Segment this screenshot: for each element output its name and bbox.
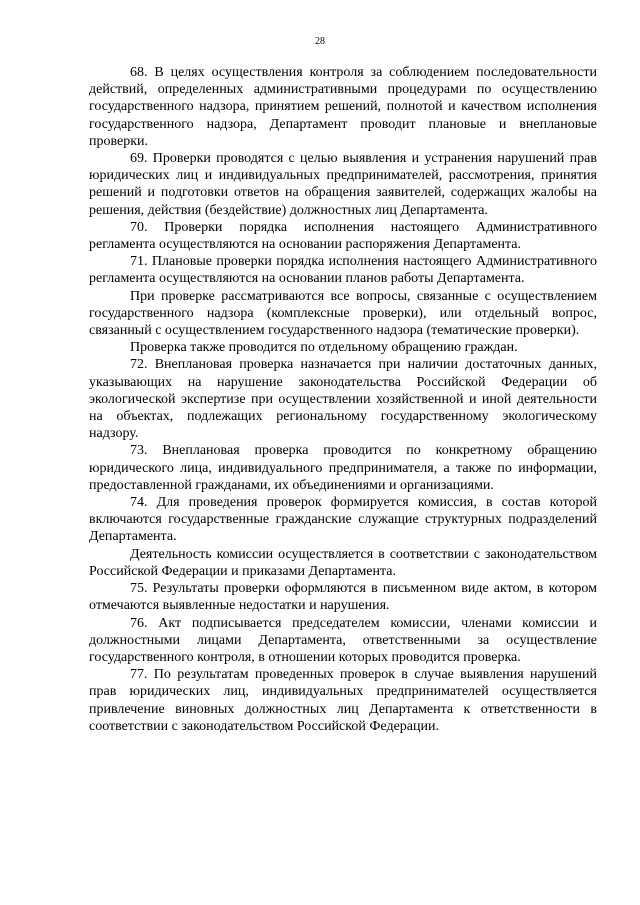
paragraph-71-citizens: Проверка также проводится по отдельному обращению граждан.	[130, 340, 518, 356]
document-body	[89, 64, 597, 735]
paragraph-77: 77. По результатам проведенных проверок в случае выявления нарушений прав юридических лиц, индивидуальных предпринимателей осуществляется привлечение виновных должностных лиц Департамента к ответственности в соответствии с законодательством Российской Федерации.	[89, 667, 597, 734]
paragraph-69: 69. Проверки проводятся с целью выявления и устранения нарушений прав юридических лиц и индивидуальных предпринимателей, рассмотрения, принятия решений и подготовки ответов на обращения заявителей, содержащих жалобы на решения, действия (бездействие) должностных лиц Департамента.	[89, 151, 597, 218]
page-number: 28	[315, 36, 325, 47]
paragraph-76: 76. Акт подписывается председателем комиссии, членами комиссии и должностными лицами Департамента, ответственными за осуществление государственного контроля, в отношении которых проводится проверка.	[89, 615, 597, 665]
paragraph-75: 75. Результаты проверки оформляются в письменном виде актом, в котором отмечаются выявленные недостатки и нарушения.	[89, 581, 597, 614]
paragraph-74-commission: Деятельность комиссии осуществляется в соответствии с законодательством Российской Федерации и приказами Департамента.	[89, 546, 597, 579]
paragraph-74: 74. Для проведения проверок формируется комиссия, в состав которой включаются государственные гражданские служащие структурных подразделений Департамента.	[89, 495, 597, 545]
paragraph-68: 68. В целях осуществления контроля за соблюдением последовательности действий, определенных административными процедурами по осуществлению государственного надзора, принятием решений, полнотой и качеством исполнения государственного надзора, Департамент проводит плановые и внеплановые проверки.	[89, 65, 597, 149]
paragraph-72: 72. Внеплановая проверка назначается при наличии достаточных данных, указывающих на нарушение законодательства Российской Федерации об экологической экспертизе при осуществлении хозяйственной и иной деятельности на объектах, подлежащих региональному государственному экологическому надзору.	[89, 357, 597, 442]
paragraph-70: 70. Проверки порядка исполнения настоящего Административного регламента осуществляются на основании распоряжения Департамента.	[89, 219, 597, 253]
paragraph-71: 71. Плановые проверки порядка исполнения настоящего Административного регламента осуществляются на основании планов работы Департамента.	[89, 254, 597, 287]
paragraph-71-scope: При проверке рассматриваются все вопросы, связанные с осуществлением государственного надзора (комплексные проверки), или отдельный вопрос, связанный с осуществлением государственного надзора (тематические проверки).	[89, 288, 597, 339]
paragraph-73: 73. Внеплановая проверка проводится по конкретному обращению юридического лица, индивидуального предпринимателя, а также по информации, предоставленной гражданами, их объединениями и организациями.	[89, 443, 597, 493]
